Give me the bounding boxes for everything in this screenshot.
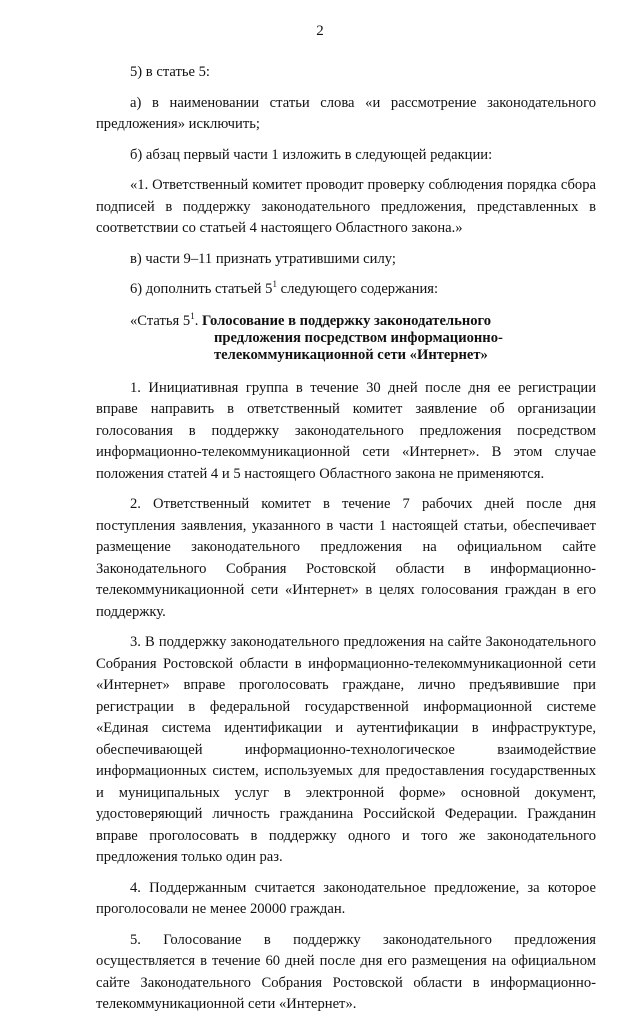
addition-suffix: следующего содержания:: [276, 281, 439, 297]
article-title-line-2: предложения посредством информационно-: [214, 329, 503, 346]
paragraph-part-5: 5. Голосование в поддержку законодательного предложения осуществляется в течение 60 дней после дня его размещения на официальном сайте Законодательного Собрания Ростовской области в информационно-телекоммуникационной сети «Интернет».: [96, 931, 596, 1012]
article-heading: [96, 310, 596, 364]
paragraph-item-a: а) в наименовании статьи слова «и рассмотрение законодательного предложения» исключить;: [96, 94, 596, 132]
article-superscript: 1: [190, 310, 195, 321]
paragraph-quoted-part-1: «1. Ответственный комитет проводит проверку соблюдения порядка сбора подписей в поддержку законодательного предложения, представленных в соответствии со статьей 4 настоящего Областного закона.»: [96, 177, 596, 236]
paragraph-part-4: 4. Поддержанным считается законодательное предложение, за которое проголосовали не менее 20000 граждан.: [96, 879, 596, 917]
addition-superscript: 1: [272, 279, 277, 289]
page-number: 2: [316, 23, 324, 39]
article-label: «Статья 5: [130, 312, 191, 329]
paragraph-part-2: 2. Ответственный комитет в течение 7 рабочих дней после дня поступления заявления, указанного в части 1 настоящей статьи, обеспечивает размещение законодательного предложения на официальном сайте Законодательного Собрания Ростовской области в информационно-телекоммуникационной сети «Интернет» в целях голосования граждан в его поддержку.: [96, 496, 596, 620]
paragraph-part-3: 3. В поддержку законодательного предложения на сайте Законодательного Собрания Ростовской области в информационно-телекоммуникационной сети «Интернет» вправе проголосовать граждане, лично предъявившие при регистрации в федеральной государственной информационной системе «Единая система идентификации и аутентификации в инфраструктуре, обеспечивающей информационно-технологическое взаимодействие информационных систем, используемых для предоставления государственных и муниципальных услуг в электронной форме» основной документ, удостоверяющий личность гражданина Российской Федерации. Гражданин вправе проголосовать в поддержку одного и того же законодательного предложения только один раз.: [96, 634, 596, 865]
addition-prefix: 6) дополнить статьей 5: [130, 281, 273, 297]
article-label-dot: .: [194, 312, 199, 329]
paragraph-item-b: б) абзац первый части 1 изложить в следующей редакции:: [130, 146, 493, 163]
paragraph-part-1: 1. Инициативная группа в течение 30 дней после дня ее регистрации вправе направить в ответственный комитет заявление об организации голосования в поддержку законодательного предложения посредством информационно-телекоммуникационной сети «Интернет». В этом случае положения статей 4 и 5 настоящего Областного закона не применяются.: [96, 379, 596, 482]
document-body: [96, 62, 596, 1025]
paragraph-item-v: в) части 9–11 признать утратившими силу;: [130, 250, 396, 267]
article-title-line-1: Голосование в поддержку законодательного: [202, 312, 492, 329]
paragraph-item-6: [96, 279, 596, 301]
article-title-line-3: телекоммуникационной сети «Интернет»: [214, 346, 488, 363]
paragraph-article-5-intro: 5) в статье 5:: [130, 64, 210, 80]
